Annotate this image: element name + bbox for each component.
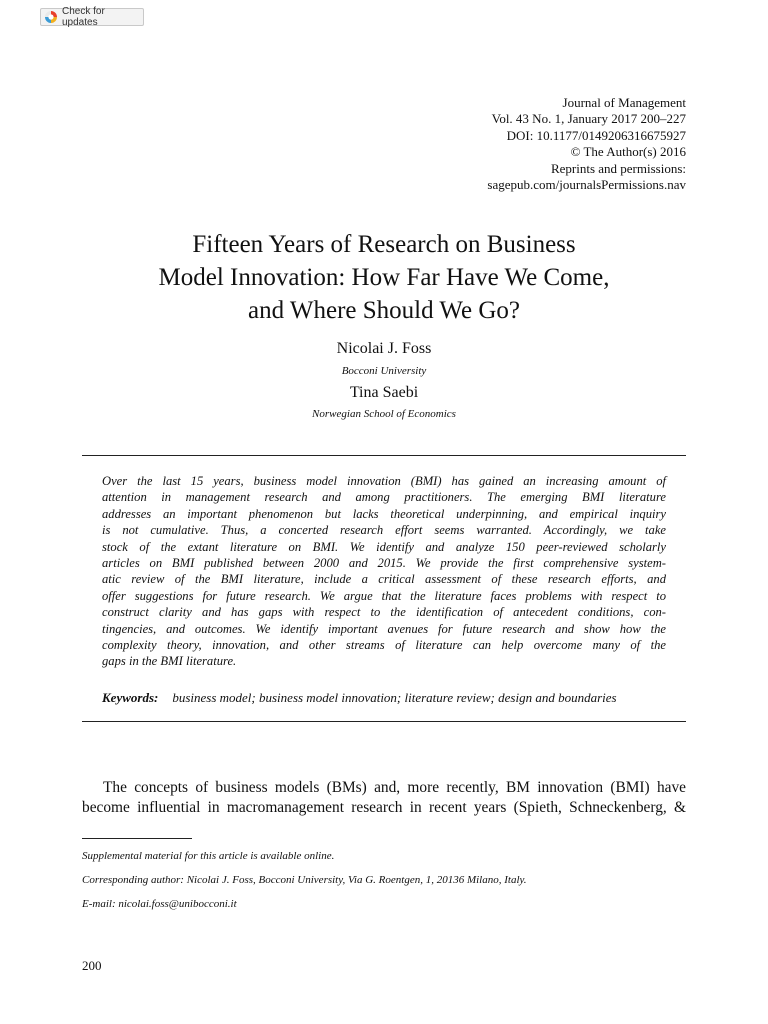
abstract-line: articles on BMI published between 2000 and 2015. We provide the first comprehensive system- bbox=[102, 556, 666, 571]
footnote-email: E-mail: nicolai.foss@unibocconi.it bbox=[82, 898, 237, 910]
footnote-supplemental: Supplemental material for this article is available online. bbox=[82, 850, 335, 862]
abstract bbox=[102, 473, 666, 670]
title-line: and Where Should We Go? bbox=[248, 297, 520, 324]
journal-doi: DOI: 10.1177/0149206316675927 bbox=[506, 127, 686, 143]
journal-volume: Vol. 43 No. 1, January 2017 200–227 bbox=[491, 111, 686, 127]
footnote-rule bbox=[82, 838, 192, 839]
abstract-line: is not cumulative. Thus, a concerted research effort seems warranted. Accordingly, we take bbox=[102, 523, 666, 538]
journal-permissions-link[interactable]: sagepub.com/journalsPermissions.nav bbox=[487, 177, 686, 193]
body-paragraph bbox=[82, 778, 686, 818]
author-name: Tina Saebi bbox=[349, 384, 419, 401]
abstract-line: addresses an important phenomenon but lacks theoretical underpinning, and empirical inquiry bbox=[102, 506, 666, 521]
check-for-updates-label: Check for updates bbox=[62, 6, 105, 28]
keywords-text: business model; business model innovation; literature review; design and boundaries bbox=[172, 690, 617, 705]
abstract-line: gaps in the BMI literature. bbox=[102, 654, 237, 669]
abstract-top-rule bbox=[82, 455, 686, 456]
abstract-bottom-rule bbox=[82, 721, 686, 722]
abstract-line: tingencies, and outcomes. We identify important avenues for future research and show how the bbox=[102, 621, 666, 636]
page-number: 200 bbox=[82, 958, 102, 973]
keywords bbox=[102, 690, 617, 706]
author-name: Nicolai J. Foss bbox=[336, 340, 432, 357]
abstract-line: offer suggestions for future research. We argue that the literature faces problems with respect to bbox=[102, 588, 666, 603]
article-title bbox=[84, 228, 684, 327]
journal-info bbox=[487, 95, 686, 193]
crossmark-icon bbox=[45, 11, 57, 23]
journal-reprints: Reprints and permissions: bbox=[550, 160, 686, 176]
body-line: The concepts of business models (BMs) and, more recently, BM innovation (BMI) have bbox=[103, 779, 686, 796]
journal-name: Journal of Management bbox=[562, 95, 686, 110]
keywords-label: Keywords: bbox=[102, 690, 159, 705]
abstract-line: stock of the extant literature on BMI. We identify and analyze 150 peer-reviewed scholarly bbox=[102, 539, 666, 554]
abstract-line: construct clarity and has gaps with respect to the identification of antecedent conditions, con- bbox=[102, 605, 666, 620]
title-line: Fifteen Years of Research on Business bbox=[192, 231, 576, 258]
abstract-line: Over the last 15 years, business model innovation (BMI) has gained an increasing amount of bbox=[102, 474, 666, 488]
title-line: Model Innovation: How Far Have We Come, bbox=[158, 264, 610, 291]
body-line: become influential in macromanagement research in recent years (Spieth, Schneckenberg, & bbox=[82, 799, 686, 816]
author-affiliation: Norwegian School of Economics bbox=[312, 408, 456, 420]
abstract-line: complexity theory, innovation, and other streams of literature can help overcome many of the bbox=[102, 638, 666, 653]
check-for-updates-button[interactable] bbox=[40, 8, 144, 26]
author-affiliation: Bocconi University bbox=[341, 365, 427, 377]
footnote-corresponding-author: Corresponding author: Nicolai J. Foss, Bocconi University, Via G. Roentgen, 1, 20136 Milano, Italy. bbox=[82, 874, 527, 886]
journal-copyright: © The Author(s) 2016 bbox=[570, 144, 686, 160]
abstract-line: attention in management research and among practitioners. The emerging BMI literature bbox=[102, 490, 666, 505]
abstract-line: atic review of the BMI literature, include a critical assessment of these research efforts, and bbox=[102, 572, 666, 587]
